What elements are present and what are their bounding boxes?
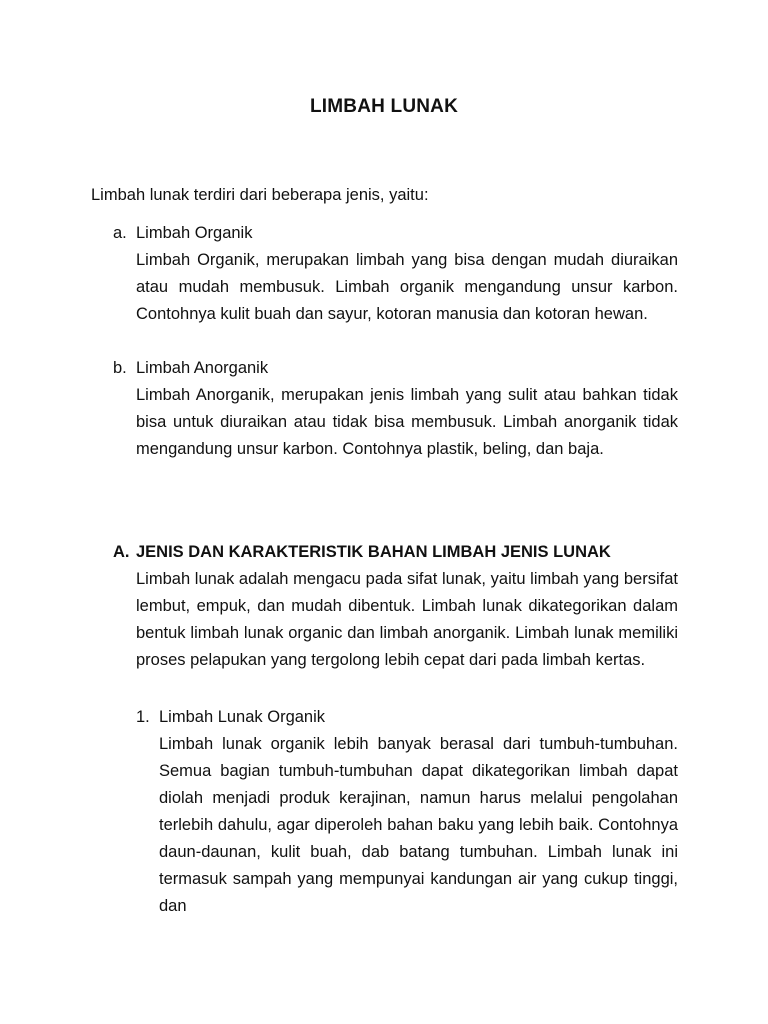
sub-item-heading: Limbah Lunak Organik: [159, 708, 326, 726]
list-item-text: Limbah Organik, merupakan limbah yang bisa dengan mudah diuraikan atau mudah membusuk. Limbah organik mengandung unsur karbon. Contohnya kulit buah dan sayur, kotoran manusia dan kotoran hewan.: [136, 251, 678, 323]
list-marker: b.: [113, 359, 127, 377]
list-item-anorganik: [113, 355, 678, 463]
page-title: LIMBAH LUNAK: [309, 96, 459, 117]
list-item-organik: [113, 220, 678, 328]
section-text: Limbah lunak adalah mengacu pada sifat lunak, yaitu limbah yang bersifat lembut, empuk, dan mudah dibentuk. Limbah lunak dikategorikan dalam bentuk limbah lunak organic dan limbah anorganik. Limbah lunak memiliki proses pelapukan yang tergolong lebih cepat dari pada limbah kertas.: [136, 570, 678, 669]
section-a: [113, 539, 678, 674]
sub-item-lunak-organik: [136, 704, 678, 920]
sub-item-text: Limbah lunak organik lebih banyak berasal dari tumbuh-tumbuhan. Semua bagian tumbuh-tumbuhan dapat dikategorikan limbah dapat diolah menjadi produk kerajinan, namun harus melalui pengolahan terlebih dahulu, agar diperoleh bahan baku yang lebih baik. Contohnya daun-daunan, kulit buah, dab batang tumbuhan. Limbah lunak ini termasuk sampah yang mempunyai kandungan air yang cukup tinggi, dan: [159, 735, 678, 915]
sub-item-marker: 1.: [136, 708, 150, 726]
section-heading: JENIS DAN KARAKTERISTIK BAHAN LIMBAH JENIS LUNAK: [136, 543, 611, 561]
list-item-heading: Limbah Organik: [136, 224, 253, 242]
intro-paragraph: Limbah lunak terdiri dari beberapa jenis, yaitu:: [91, 186, 429, 204]
list-item-heading: Limbah Anorganik: [136, 359, 269, 377]
list-marker: a.: [113, 224, 127, 242]
section-marker: A.: [113, 543, 130, 561]
list-item-text: Limbah Anorganik, merupakan jenis limbah yang sulit atau bahkan tidak bisa untuk diuraikan atau tidak bisa membusuk. Limbah anorganik tidak mengandung unsur karbon. Contohnya plastik, beling, dan baja.: [136, 386, 678, 458]
